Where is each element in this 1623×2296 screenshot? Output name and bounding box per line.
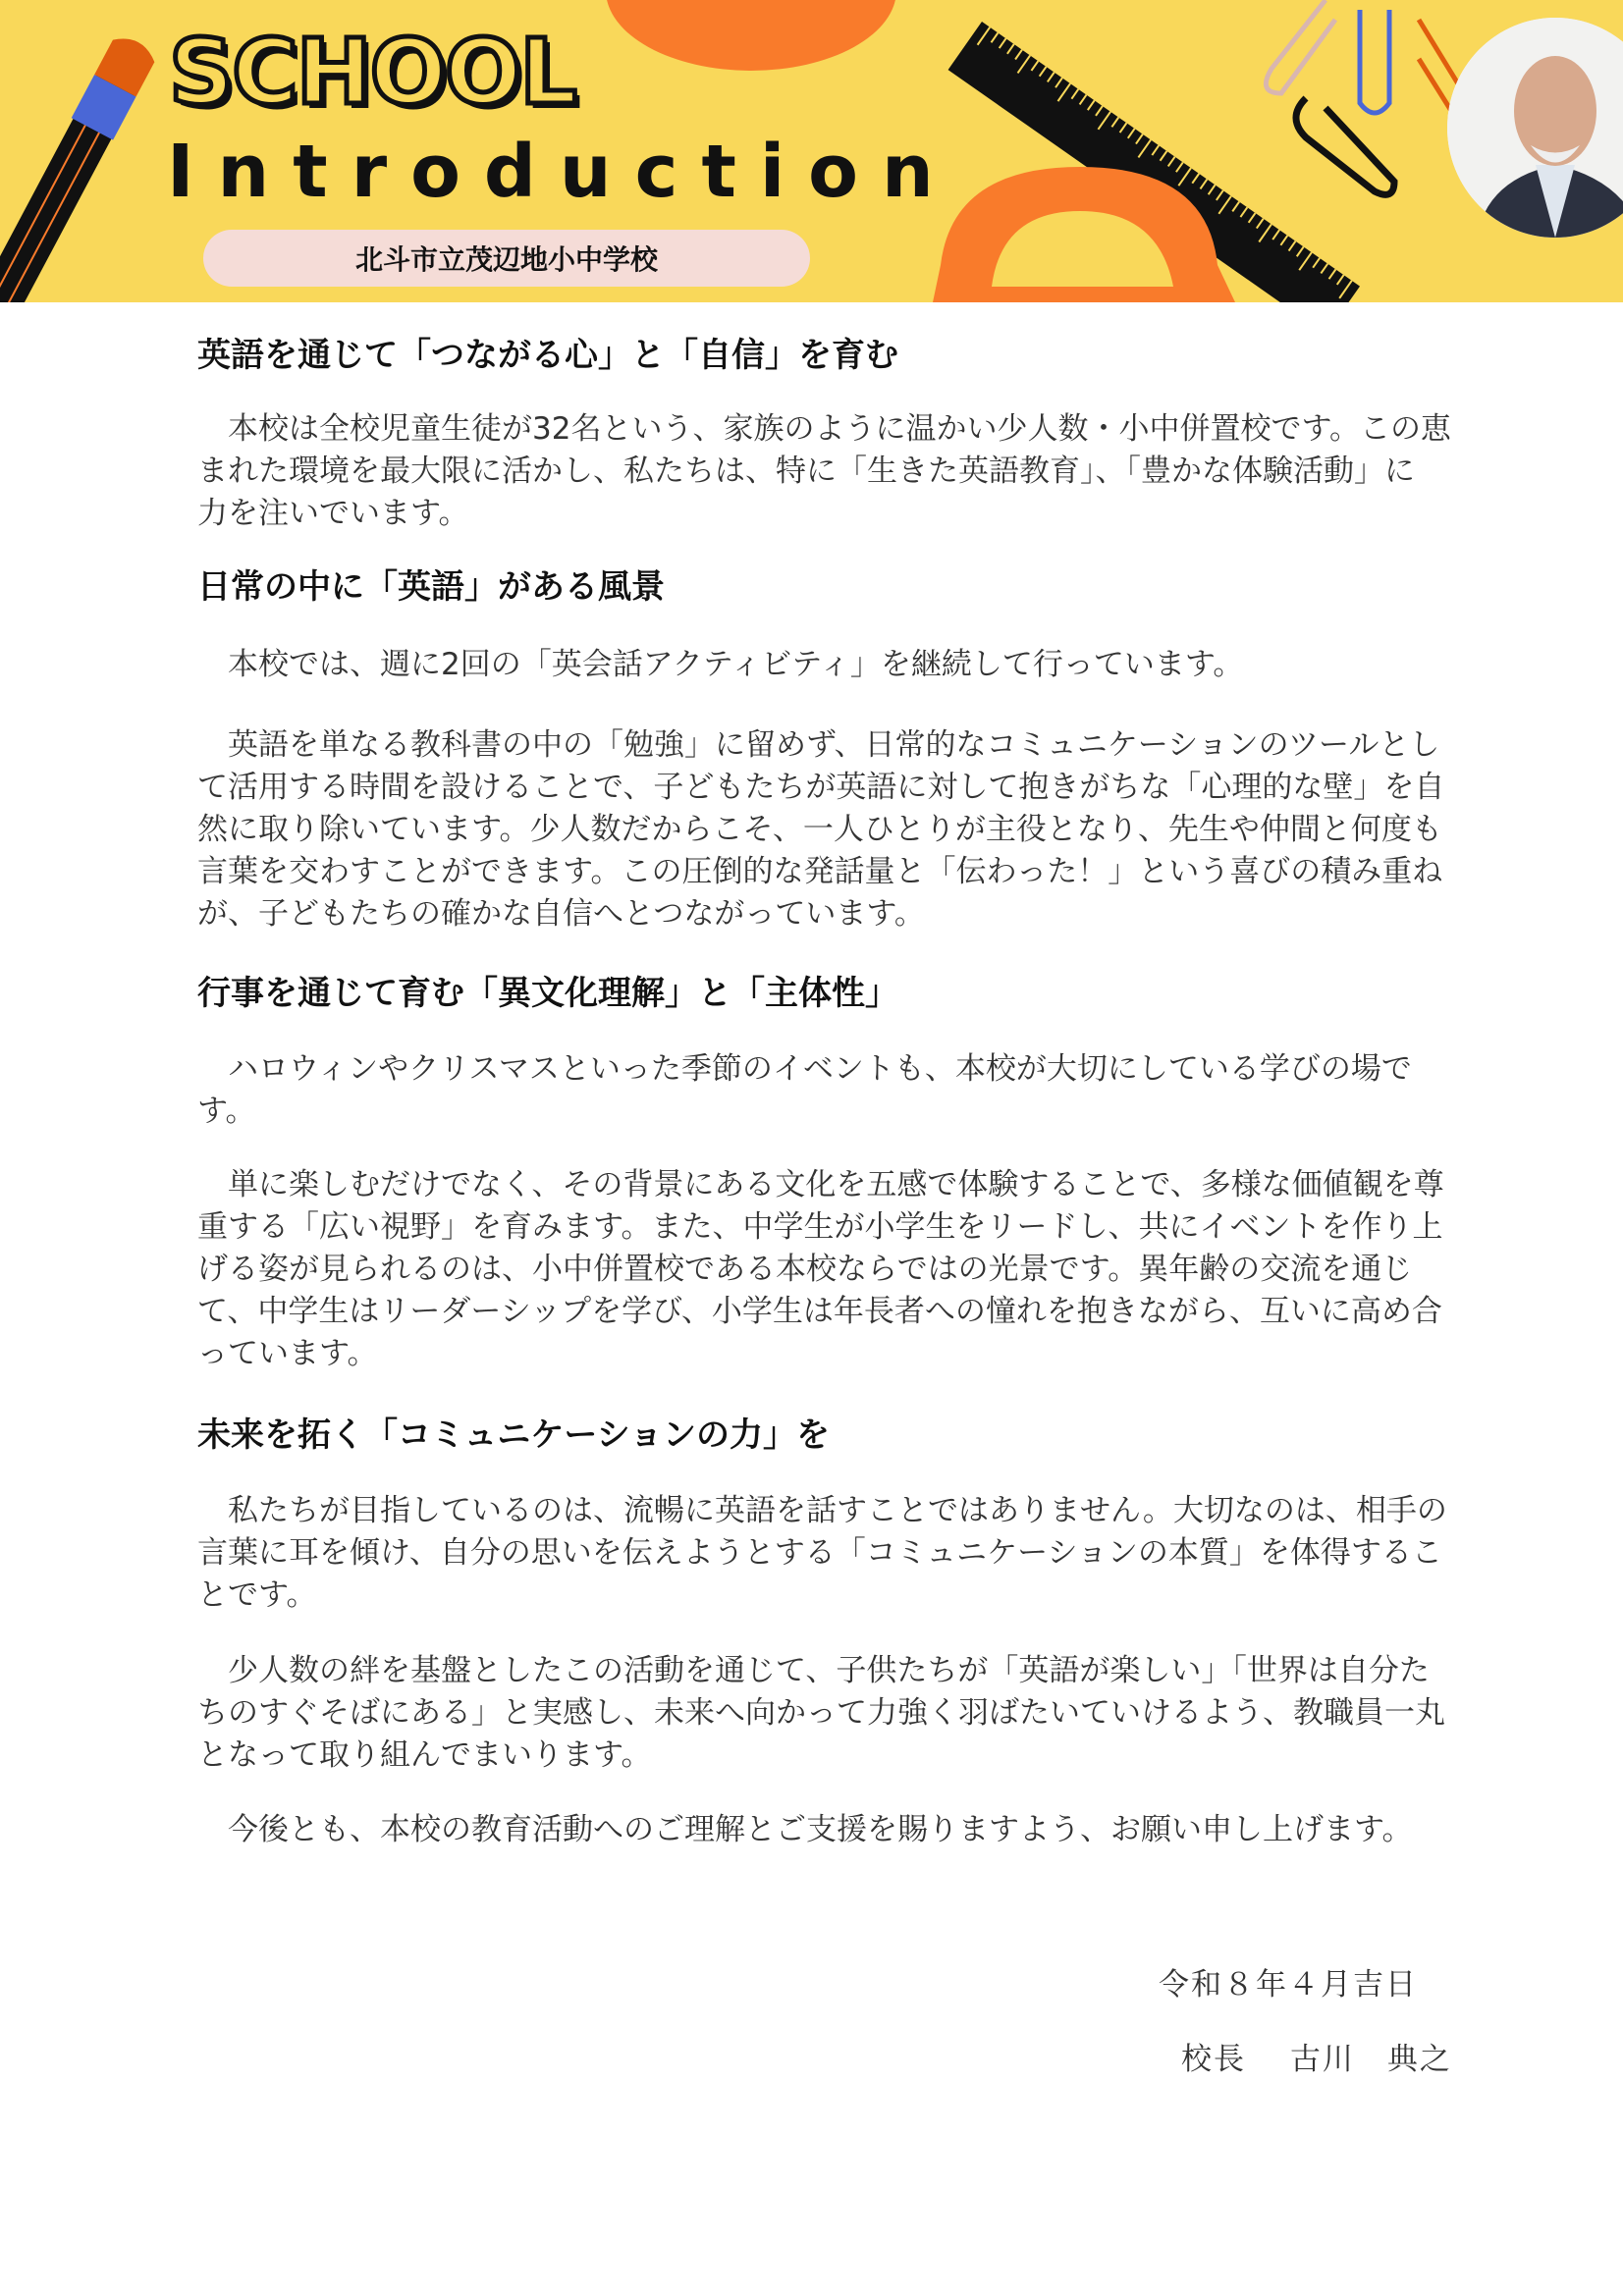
pencil-icon — [0, 31, 159, 302]
paragraph-line: 言葉に耳を傾け、自分の思いを伝えようとする「コミュニケーションの本質」を体得するこ — [197, 1535, 1442, 1571]
paragraph-line: が、子どもたちの確かな自信へとつながっています。 — [197, 896, 925, 932]
section-heading-block — [197, 565, 665, 609]
section-heading-block — [197, 1414, 830, 1457]
paragraph-line: ハロウィンやクリスマスといった季節のイベントも、本校が大切にしている学びの場で — [197, 1051, 1412, 1087]
paragraph-line: となって取り組んでまいります。 — [197, 1737, 652, 1773]
paragraph-line: 私たちが目指しているのは、流暢に英語を話すことではありません。大切なのは、相手の — [197, 1493, 1447, 1528]
paragraph-line: っています。 — [197, 1336, 378, 1371]
paragraph-line: す。 — [197, 1094, 256, 1129]
title-introduction: Introduction — [167, 130, 957, 214]
paragraph — [197, 724, 1444, 935]
header-banner — [0, 0, 1623, 302]
paragraph — [197, 408, 1451, 535]
paragraph-line: 今後とも、本校の教育活動へのご理解とご支援を賜りますよう、お願い申し上げます。 — [197, 1812, 1413, 1847]
school-name: 北斗市立茂辺地小中学校 — [354, 243, 658, 276]
date: 令和８年４月吉日 — [1159, 1967, 1418, 2002]
paragraph-line: 力を注いでいます。 — [197, 496, 469, 531]
principal-name: 校長 古川 典之 — [1181, 2042, 1452, 2077]
paragraph-line: 少人数の絆を基盤としたこの活動を通じて、子供たちが「英語が楽しい」「世界は自分た — [197, 1653, 1430, 1688]
paragraph-line: て、中学生はリーダーシップを学び、小学生は年長者への憧れを抱きながら、互いに高め合 — [197, 1294, 1442, 1329]
paragraph-line: 然に取り除いています。少人数だからこそ、一人ひとりが主役となり、先生や仲間と何度も — [197, 812, 1442, 847]
paragraph — [197, 1048, 1412, 1133]
paragraph — [197, 1650, 1445, 1777]
paragraph-line: 英語を単なる教科書の中の「勉強」に留めず、日常的なコミュニケーションのツールとし — [197, 727, 1440, 763]
principal-photo — [1447, 18, 1623, 238]
section-heading: 英語を通じて「つながる心」と「自信」を育む — [197, 336, 898, 375]
paragraph — [197, 644, 1243, 686]
paragraph-line: 言葉を交わすことができます。この圧倒的な発話量と「伝わった！」という喜びの積み重ね — [197, 854, 1443, 889]
school-name-badge — [203, 230, 810, 287]
paragraph-line: とです。 — [197, 1577, 317, 1613]
paragraph-line: げる姿が見られるのは、小中併置校である本校ならではの光景です。異年齢の交流を通じ — [197, 1252, 1413, 1287]
title-school: SCHOOL — [169, 20, 575, 125]
paragraph-line: 単に楽しむだけでなく、その背景にある文化を五感で体験することで、多様な価値観を尊 — [197, 1167, 1444, 1202]
paragraph-line: まれた環境を最大限に活かし、私たちは、特に「生きた英語教育」、「豊かな体験活動」に — [197, 454, 1415, 489]
section-heading-block — [197, 972, 898, 1015]
paragraph — [197, 1164, 1444, 1375]
section-heading-block — [197, 334, 898, 377]
section-heading: 未来を拓く「コミュニケーションの力」を — [197, 1415, 830, 1455]
paragraph-line: 本校では、週に2回の「英会話アクティビティ」を継続して行っています。 — [197, 647, 1244, 682]
paragraph-line: 本校は全校児童生徒が32名という、家族のように温かい少人数・小中併置校です。この恵 — [197, 411, 1451, 447]
paragraph-line: ちのすぐそばにある」と実感し、未来へ向かって力強く羽ばたいていけるよう、教職員一丸 — [197, 1695, 1445, 1731]
paragraph — [197, 1809, 1413, 1851]
person-portrait-icon — [1447, 18, 1623, 238]
orange-circle-shape — [606, 0, 896, 71]
section-heading: 日常の中に「英語」がある風景 — [197, 567, 665, 607]
paragraph-line: 重する「広い視野」を育みます。また、中学生が小学生をリードし、共にイベントを作り上 — [197, 1209, 1443, 1245]
section-heading: 行事を通じて育む「異文化理解」と「主体性」 — [197, 974, 898, 1013]
paragraph-line: て活用する時間を設けることで、子どもたちが英語に対して抱きがちな「心理的な壁」を自 — [197, 770, 1445, 805]
paragraph — [197, 1490, 1447, 1617]
